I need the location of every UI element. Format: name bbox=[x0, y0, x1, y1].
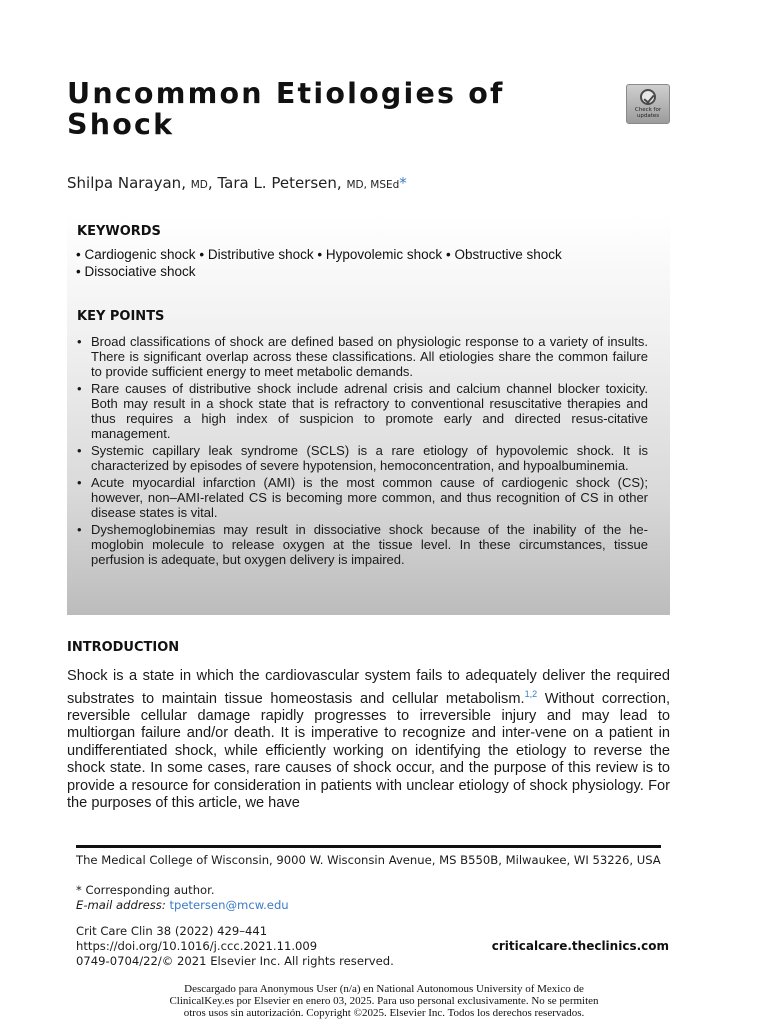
check-updates-icon bbox=[640, 89, 656, 105]
email-line bbox=[76, 898, 661, 913]
key-point-item: • Systemic capillary leak syndrome (SCLS) is a rare etiology of hypovolemic shock. It is characterized by episodes of severe hypotension, hemoconcentration, and hypoalbuminemia. bbox=[77, 443, 648, 473]
keyword: Distributive shock bbox=[207, 247, 314, 262]
badge-label: Check for updates bbox=[634, 107, 662, 119]
keyword: Hypovolemic shock bbox=[325, 247, 443, 262]
citation-link[interactable]: 1,2 bbox=[524, 688, 538, 699]
keyword: Dissociative shock bbox=[84, 264, 196, 279]
doi-link[interactable]: https://doi.org/10.1016/j.ccc.2021.11.009 bbox=[76, 939, 318, 953]
introduction-heading: INTRODUCTION bbox=[67, 640, 180, 655]
corresponding-author-link[interactable]: * bbox=[399, 174, 407, 192]
author-line bbox=[67, 174, 407, 192]
copyright-line: 0749-0704/22/© 2021 Elsevier Inc. All rights reserved. bbox=[76, 954, 394, 968]
journal-site[interactable]: criticalcare.theclinics.com bbox=[491, 939, 669, 953]
email-label: E-mail address: bbox=[76, 898, 166, 912]
email-link[interactable]: tpetersen@mcw.edu bbox=[169, 898, 289, 912]
corresponding-author-note: * Corresponding author. bbox=[76, 883, 215, 897]
affiliation-note: The Medical College of Wisconsin, 9000 W. Wisconsin Avenue, MS B550B, Milwaukee, WI 53226, USA bbox=[76, 853, 661, 867]
journal-citation: Crit Care Clin 38 (2022) 429–441 bbox=[76, 924, 268, 938]
key-point-item: • Acute myocardial infarction (AMI) is the most common cause of cardiogenic shock (CS); however, non–AMI-related CS is becoming more common, and thus recognition of CS in other disease states is vital. bbox=[77, 475, 648, 520]
keyword: Obstructive shock bbox=[454, 247, 562, 262]
article-title: Uncommon Etiologies of Shock bbox=[67, 77, 505, 141]
key-point-item: • Dyshemoglobinemias may result in dissociative shock because of the inability of the he-moglobin molecule to release oxygen at the tissue level. In these circumstances, tissue perfusion is adequate, but oxygen delivery is impaired. bbox=[77, 522, 648, 567]
author-degree: MD bbox=[190, 179, 208, 191]
footnote-divider bbox=[76, 845, 661, 848]
author-degree: MD, MSEd bbox=[346, 179, 400, 191]
keywords-list: • Cardiogenic shock • Distributive shock • Hypovolemic shock • Obstructive shock • Dissociative shock bbox=[76, 247, 562, 279]
keywords-heading: KEYWORDS bbox=[77, 224, 161, 239]
author-name: Shilpa Narayan, bbox=[67, 174, 186, 192]
key-points-list bbox=[76, 334, 648, 569]
key-point-item: • Rare causes of distributive shock include adrenal crisis and calcium channel blocker toxicity. Both may result in a shock state that is refractory to conventional resuscitative therapies and thus requires a high index of suspicion to promote early and directed resus-citative management. bbox=[77, 381, 648, 441]
download-notice: Descargado para Anonymous User (n/a) en National Autonomous University of Mexico de ClinicalKey.es por Elsevier en enero 03, 2025. Para uso personal exclusivamente. No se permiten otros usos sin autorización. Copyright ©2025. Elsevier Inc. Todos los derechos reservados. bbox=[169, 983, 599, 1019]
check-for-updates-badge[interactable] bbox=[626, 84, 670, 124]
key-point-item: • Broad classifications of shock are defined based on physiologic response to a variety of insults. There is significant overlap across these classifications. All etiologies share the common failure to provide sufficient energy to meet metabolic demands. bbox=[77, 334, 648, 379]
keyword: Cardiogenic shock bbox=[84, 247, 196, 262]
keywords-keypoints-box bbox=[67, 214, 670, 615]
key-points-heading: KEY POINTS bbox=[77, 309, 165, 324]
author-name: , Tara L. Petersen, bbox=[207, 174, 342, 192]
introduction-paragraph: Shock is a state in which the cardiovascular system fails to adequately deliver the required substrates to maintain tissue homeostasis and cellular metabolism.$^{1,2}$ Without correction, reversible cellular damage rapidly progresses to irreversible injury and may lead to multiorgan failure and/or death. It is imperative to recognize and inter-vene on a patient in undifferentiated shock, while efficiently working on identifying the etiology to reverse the shock state. In some cases, rare causes of shock occur, and the purpose of this review is to provide a resource for consideration in patients with unclear etiology of shock physiology. For the purposes of this article, we have bbox=[67, 668, 670, 812]
